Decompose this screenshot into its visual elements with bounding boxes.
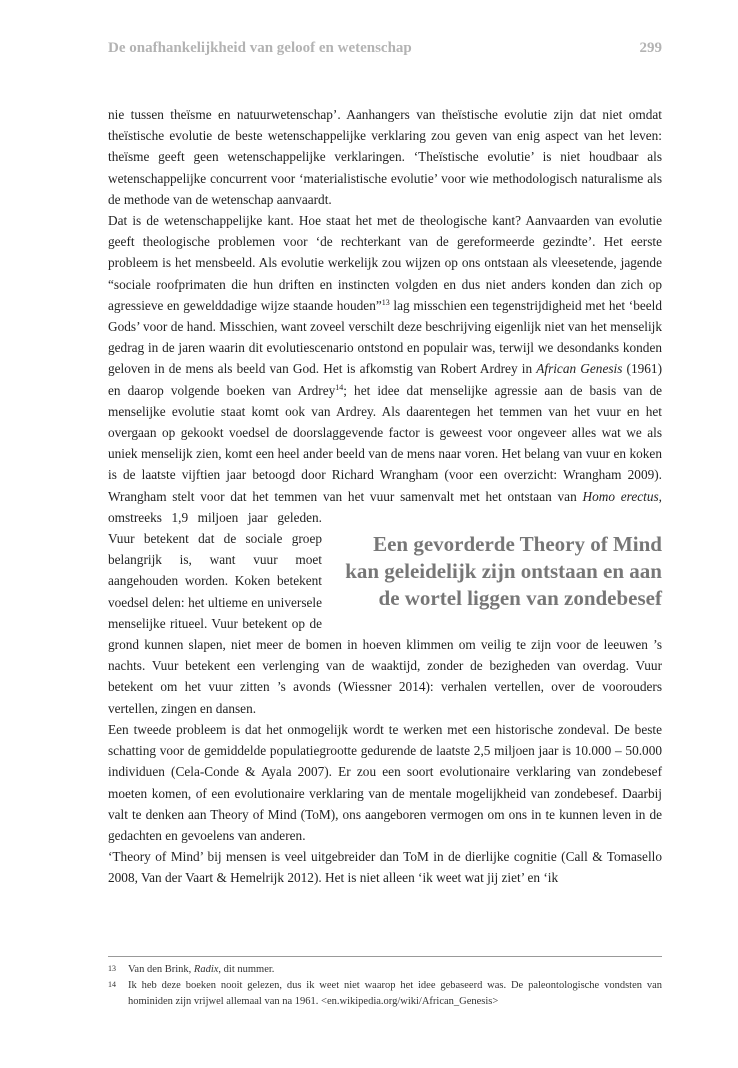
footnote-number: 13 [108, 964, 116, 973]
pull-quote: Een gevorderde Theory of Mind kan geleidelijk zijn ontstaan en aan de wortel liggen van zondebesef [345, 531, 662, 610]
footnote-number: 14 [108, 980, 116, 989]
paragraph-2-part-c: (1961) en daarop volgende boeken van Ardrey [108, 361, 662, 398]
footnote-text [128, 962, 662, 978]
paragraph-3: Een tweede probleem is dat het onmogelijk wordt te werken met een historische zondeval. De beste schatting voor de gemiddelde populatiegrootte gedurende de laatste 2,5 miljoen jaar is 10.000 – 50.000 individuen (Cela-Conde & Ayala 2007). Er zou een soort evolutionaire verklaring van zondebesef moeten komen, of een evolutionaire verklaring van de mentale mogelijkheid van zondebesef. Daarbij valt te denken aan Theory of Mind (ToM), ons aangeboren vermogen om ons in te kunnen leven in de gedachten en gevoelens van anderen. [108, 721, 662, 843]
footnote-journal-title: Radix [193, 964, 219, 975]
footnote-text-a: Van den Brink, [128, 964, 194, 975]
footnote-ref-13[interactable]: 13 [381, 297, 390, 307]
footnote-ref-14[interactable]: 14 [335, 382, 344, 392]
footnote-text: Ik heb deze boeken nooit gelezen, dus ik weet niet waarop het idee gebaseerd was. De paleontologische vondsten van hominiden zijn vrijwel allemaal van na 1961. <en.wikipedia.org/wiki/African_Genesis> [128, 980, 662, 1007]
paragraph-2-part-b: lag misschien een tegenstrijdigheid met het ‘beeld Gods’ voor de hand. Misschien, want zoveel verschilt deze beschrijving eigenlijk niet van het menselijk gedrag in de jaren waarin dit evolutiescenario ontstond en populair was, terwijl we desondanks konden geloven in de mens als beeld van God. Het is afkomstig van Robert Ardrey in [108, 297, 662, 377]
paragraph-1: nie tussen theïsme en natuurwetenschap’. Aanhangers van theïstische evolutie zijn dat niet omdat theïstische evolutie de beste wetenschappelijke verklaring zou geven van enig aspect van het leven: theïsme geeft geen wetenschappelijke verklaringen. ‘Theïstische evolutie’ is niet houdbaar als wetenschappelijke concurrent voor ‘materialistische evolutie’ voor wie methodologisch naturalisme als de methode van de wetenschap aanvaardt. [108, 107, 662, 207]
footnote-text-b: , dit nummer. [218, 964, 275, 975]
paragraph-2-part-e: , omstreeks 1,9 miljoen jaar geleden. Vuur betekent dat de sociale groep belangrijk is, want vuur moet aangehouden worden. Koken betekent voedsel delen: het ultieme en universele menselijke ritueel. Vuur betekent op de grond kunnen slapen, niet meer de bomen in hoeven klimmen om veilig te zijn voor de leeuwen ’s nachts. Vuur betekent een verlenging van de waaktijd, zonder de bezigheden van overdag. Vuur betekent om het vuur zitten ’s avonds (Wiessner 2014): verhalen vertellen, over de voorouders vertellen, zingen en dansen. [108, 488, 662, 716]
paragraph-2-part-a: Dat is de wetenschappelijke kant. Hoe staat het met de theologische kant? Aanvaarden van evolutie geeft theologische problemen voor ‘de rechterkant van de gereformeerde gezindte’. Het eerste probleem is het mensbeeld. Als evolutie werkelijk zou wijzen op ons ontstaan als vleesetende, jagende “sociale roofprimaten die hun driften en instincten volgden en dus niet anders konden dan zich op agressieve en gewelddadige wijze staande houden” [108, 213, 662, 313]
page-number: 299 [639, 40, 662, 56]
species-homo-erectus: Homo erectus [582, 488, 659, 504]
footnote-13 [108, 962, 662, 978]
paragraph-2 [108, 210, 662, 719]
footnotes [108, 956, 662, 1010]
paragraph-4: ‘Theory of Mind’ bij mensen is veel uitgebreider dan ToM in de dierlijke cognitie (Call & Tomasello 2008, Van der Vaart & Hemelrijk 2012). Het is niet alleen ‘ik weet wat jij ziet’ en ‘ik [108, 849, 662, 886]
footnote-14 [108, 978, 662, 1010]
book-title-african-genesis: African Genesis [536, 361, 623, 377]
paragraph-2-part-d: ; het idee dat menselijke agressie aan de basis van de menselijke evolutie staat komt ook van Ardrey. Als daarentegen het temmen van het vuur en het overgaan op gekookt voedsel de doorslaggevende factor is geweest voor ongeveer alles wat we als uniek menselijk zien, komt een heel ander beeld van de mens naar voren. Het belang van vuur en koken is de laatste vijftien jaar betoogd door Richard Wrangham (voor een overzicht: Wrangham 2009). Wrangham stelt voor dat het temmen van het vuur samenvalt met het ontstaan van [108, 382, 662, 504]
body-text [108, 104, 662, 889]
running-head [108, 40, 662, 57]
running-title: De onafhankelijkheid van geloof en wetenschap [108, 40, 412, 56]
